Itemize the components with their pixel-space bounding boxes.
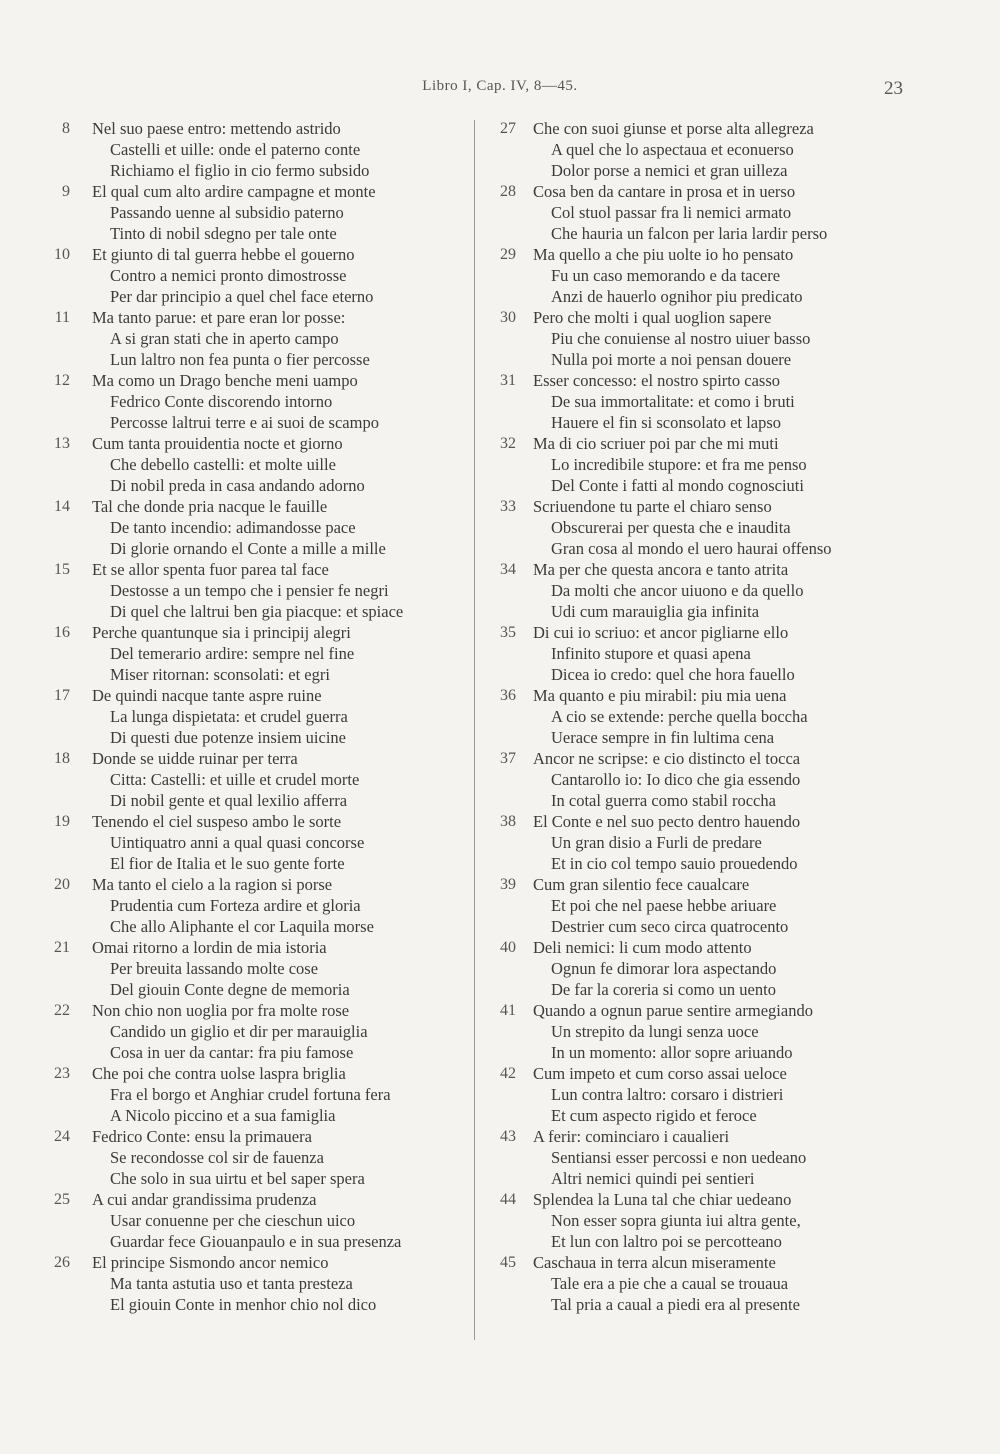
verse-line: De far la coreria si como un uento <box>551 980 776 999</box>
verse-line: Cosa in uer da cantar: fra piu famose <box>110 1043 354 1062</box>
stanza-number: 42 <box>500 1065 516 1082</box>
verse-line: Di cui io scriuo: et ancor pigliarne ello <box>533 623 789 642</box>
verse-line: Fedrico Conte: ensu la primauera <box>92 1127 312 1146</box>
stanza-number: 27 <box>500 120 516 137</box>
verse-line: Gran cosa al mondo el uero haurai offenso <box>551 539 832 558</box>
stanza-number: 32 <box>500 435 516 452</box>
verse-line: Ma tanto el cielo a la ragion si porse <box>92 875 333 894</box>
stanza <box>30 1063 480 1126</box>
stanza <box>30 118 480 181</box>
verse-line: Ma tanta astutia uso et tanta presteza <box>110 1274 353 1293</box>
stanza-number: 41 <box>500 1002 516 1019</box>
stanza <box>482 559 952 622</box>
stanza <box>30 937 480 1000</box>
verse-line: Guardar fece Giouanpaulo e in sua presenza <box>110 1232 402 1251</box>
stanza-number: 38 <box>500 813 516 830</box>
verse-line: Del giouin Conte degne de memoria <box>110 980 350 999</box>
verse-line: El fior de Italia et le suo gente forte <box>110 854 345 873</box>
stanza-lines <box>70 1000 480 1063</box>
verse-line: Dolor porse a nemici et gran uilleza <box>551 161 788 180</box>
stanza <box>30 181 480 244</box>
verse-line: Ma per che questa ancora e tanto atrita <box>533 560 789 579</box>
stanza-lines <box>70 496 480 559</box>
stanza-lines <box>70 118 480 181</box>
verse-line: Tenendo el ciel suspeso ambo le sorte <box>92 812 342 831</box>
verse-line: Hauere el fin si sconsolato et lapso <box>551 413 782 432</box>
stanza <box>482 685 952 748</box>
verse-line: Richiamo el figlio in cio fermo subsido <box>110 161 370 180</box>
stanza-lines <box>70 811 480 874</box>
verse-line: Donde se uidde ruinar per terra <box>92 749 298 768</box>
stanza-lines <box>516 622 952 685</box>
verse-line: Ma quello a che piu uolte io ho pensato <box>533 245 794 264</box>
stanza <box>30 1000 480 1063</box>
stanza-number: 18 <box>54 750 70 767</box>
verse-line: A cio se extende: perche quella boccha <box>551 707 808 726</box>
verse-line: Pero che molti i qual uoglion sapere <box>533 308 772 327</box>
stanza-number: 10 <box>54 246 70 263</box>
stanza <box>30 1189 480 1252</box>
stanza-lines <box>516 559 952 622</box>
stanza-lines <box>516 1000 952 1063</box>
stanza-lines <box>516 118 952 181</box>
verse-line: Ma quanto e piu mirabil: piu mia uena <box>533 686 787 705</box>
stanza-number: 9 <box>62 183 70 200</box>
verse-line: Fra el borgo et Anghiar crudel fortuna fera <box>110 1085 391 1104</box>
verse-line: El Conte e nel suo pecto dentro hauendo <box>533 812 801 831</box>
left-column <box>30 118 480 1315</box>
stanza <box>30 496 480 559</box>
verse-line: Anzi de hauerlo ognihor piu predicato <box>551 287 803 306</box>
stanza <box>482 1252 952 1315</box>
stanza-number: 45 <box>500 1254 516 1271</box>
stanza <box>30 622 480 685</box>
verse-line: Dicea io credo: quel che hora fauello <box>551 665 795 684</box>
stanza-number: 31 <box>500 372 516 389</box>
stanza <box>30 748 480 811</box>
stanza-lines <box>70 559 480 622</box>
stanza-lines <box>70 685 480 748</box>
stanza <box>30 685 480 748</box>
verse-line: Che solo in sua uirtu et bel saper spera <box>110 1169 365 1188</box>
stanza <box>30 244 480 307</box>
verse-line: Un gran disio a Furli de predare <box>551 833 762 852</box>
running-head: Libro I, Cap. IV, 8—45. <box>422 78 578 94</box>
verse-line: Lun laltro non fea punta o fier percosse <box>110 350 370 369</box>
verse-line: Lun contra laltro: corsaro i distrieri <box>551 1085 784 1104</box>
column-divider <box>474 120 475 1340</box>
verse-line: Omai ritorno a lordin de mia istoria <box>92 938 327 957</box>
stanza <box>482 181 952 244</box>
verse-line: Quando a ognun parue sentire armegiando <box>533 1001 813 1020</box>
verse-line: Esser concesso: el nostro spirto casso <box>533 371 780 390</box>
verse-line: Et in cio col tempo sauio prouedendo <box>551 854 798 873</box>
verse-line: In un momento: allor sopre ariuando <box>551 1043 793 1062</box>
stanza-number: 21 <box>54 939 70 956</box>
stanza-lines <box>516 748 952 811</box>
verse-line: Destrier cum seco circa quatrocento <box>551 917 789 936</box>
stanza <box>482 1189 952 1252</box>
stanza-lines <box>70 937 480 1000</box>
verse-line: Et se allor spenta fuor parea tal face <box>92 560 329 579</box>
stanza-number: 13 <box>54 435 70 452</box>
verse-line: Percosse laltrui terre e ai suoi de scampo <box>110 413 379 432</box>
stanza-lines <box>70 748 480 811</box>
verse-line: Tal pria a caual a piedi era al presente <box>551 1295 800 1314</box>
stanza-lines <box>516 685 952 748</box>
stanza-number: 28 <box>500 183 516 200</box>
stanza-lines <box>516 874 952 937</box>
verse-line: Ognun fe dimorar lora aspectando <box>551 959 777 978</box>
verse-line: Di quel che laltrui ben gia piacque: et spiace <box>110 602 404 621</box>
verse-line: Non chio non uoglia por fra molte rose <box>92 1001 350 1020</box>
verse-line: Ma tanto parue: et pare eran lor posse: <box>92 308 346 327</box>
verse-line: Col stuol passar fra li nemici armato <box>551 203 792 222</box>
verse-line: Di glorie ornando el Conte a mille a mille <box>110 539 386 558</box>
verse-line: Che con suoi giunse et porse alta allegreza <box>533 119 814 138</box>
verse-line: Se recondosse col sir de fauenza <box>110 1148 324 1167</box>
verse-line: Altri nemici quindi pei sentieri <box>551 1169 755 1188</box>
verse-line: Et poi che nel paese hebbe ariuare <box>551 896 777 915</box>
verse-line: Et giunto di tal guerra hebbe el gouerno <box>92 245 355 264</box>
stanza <box>30 811 480 874</box>
verse-line: Cosa ben da cantare in prosa et in uerso <box>533 182 796 201</box>
stanza <box>482 433 952 496</box>
verse-line: Cum impeto et cum corso assai ueloce <box>533 1064 787 1083</box>
stanza-number: 29 <box>500 246 516 263</box>
stanza-lines <box>70 244 480 307</box>
verse-line: Di nobil preda in casa andando adorno <box>110 476 365 495</box>
right-column <box>482 118 952 1315</box>
verse-line: La lunga dispietata: et crudel guerra <box>110 707 348 726</box>
verse-line: Uerace sempre in fin lultima cena <box>551 728 775 747</box>
stanza-lines <box>516 811 952 874</box>
stanza-lines <box>516 1252 952 1315</box>
verse-line: Cantarollo io: Io dico che gia essendo <box>551 770 801 789</box>
stanza-lines <box>516 1063 952 1126</box>
verse-line: Ancor ne scripse: e cio distincto el tocca <box>533 749 801 768</box>
verse-line: A quel che lo aspectaua et econuerso <box>551 140 794 159</box>
verse-line: De tanto incendio: adimandosse pace <box>110 518 356 537</box>
stanza-lines <box>70 1126 480 1189</box>
verse-line: Di nobil gente et qual lexilio afferra <box>110 791 348 810</box>
verse-line: Nel suo paese entro: mettendo astrido <box>92 119 341 138</box>
verse-line: De quindi nacque tante aspre ruine <box>92 686 322 705</box>
verse-line: Nulla poi morte a noi pensan douere <box>551 350 792 369</box>
stanza-number: 19 <box>54 813 70 830</box>
stanza-lines <box>70 307 480 370</box>
stanza-lines <box>516 937 952 1000</box>
stanza-number: 25 <box>54 1191 70 1208</box>
verse-line: Per dar principio a quel chel face eterno <box>110 287 374 306</box>
verse-line: A Nicolo piccino et a sua famiglia <box>110 1106 336 1125</box>
stanza-number: 23 <box>54 1065 70 1082</box>
verse-line: Ma di cio scriuer poi par che mi muti <box>533 434 779 453</box>
verse-line: A ferir: cominciaro i caualieri <box>533 1127 730 1146</box>
stanza-number: 30 <box>500 309 516 326</box>
verse-line: Udi cum marauiglia gia infinita <box>551 602 760 621</box>
stanza-lines <box>70 181 480 244</box>
stanza-lines <box>516 1189 952 1252</box>
stanza-lines <box>70 370 480 433</box>
verse-line: Obscurerai per questa che e inaudita <box>551 518 791 537</box>
verse-line: Piu che conuiense al nostro uiuer basso <box>551 329 811 348</box>
stanza <box>30 559 480 622</box>
verse-line: Passando uenne al subsidio paterno <box>110 203 344 222</box>
stanza <box>482 496 952 559</box>
stanza <box>482 874 952 937</box>
verse-line: Non esser sopra giunta iui altra gente, <box>551 1211 801 1230</box>
stanza-number: 43 <box>500 1128 516 1145</box>
stanza-number: 20 <box>54 876 70 893</box>
verse-line: El principe Sismondo ancor nemico <box>92 1253 329 1272</box>
stanza-number: 14 <box>54 498 70 515</box>
stanza <box>482 811 952 874</box>
stanza-number: 15 <box>54 561 70 578</box>
stanza-lines <box>516 433 952 496</box>
verse-line: Miser ritornan: sconsolati: et egri <box>110 665 330 684</box>
verse-line: In cotal guerra como stabil roccha <box>551 791 776 810</box>
stanza-number: 33 <box>500 498 516 515</box>
verse-line: Uintiquatro anni a qual quasi concorse <box>110 833 365 852</box>
stanza <box>482 307 952 370</box>
verse-line: Lo incredibile stupore: et fra me penso <box>551 455 807 474</box>
verse-line: Che allo Aliphante el cor Laquila morse <box>110 917 374 936</box>
verse-line: Cum tanta prouidentia nocte et giorno <box>92 434 343 453</box>
verse-line: Che hauria un falcon per laria lardir perso <box>551 224 828 243</box>
stanza <box>482 1000 952 1063</box>
stanza-number: 26 <box>54 1254 70 1271</box>
stanza-number: 12 <box>54 372 70 389</box>
stanza-lines <box>70 1189 480 1252</box>
verse-line: Tal che donde pria nacque le fauille <box>92 497 328 516</box>
verse-line: El giouin Conte in menhor chio nol dico <box>110 1295 377 1314</box>
verse-line: Sentiansi esser percossi e non uedeano <box>551 1148 807 1167</box>
stanza <box>30 433 480 496</box>
verse-line: Et cum aspecto rigido et feroce <box>551 1106 757 1125</box>
stanza-lines <box>70 433 480 496</box>
verse-line: Prudentia cum Forteza ardire et gloria <box>110 896 361 915</box>
verse-line: Splendea la Luna tal che chiar uedeano <box>533 1190 792 1209</box>
stanza <box>30 1252 480 1315</box>
stanza-number: 22 <box>54 1002 70 1019</box>
verse-line: Infinito stupore et quasi apena <box>551 644 751 663</box>
stanza <box>482 937 952 1000</box>
verse-line: Usar conuenne per che cieschun uico <box>110 1211 356 1230</box>
verse-line: Deli nemici: li cum modo attento <box>533 938 752 957</box>
stanza-number: 24 <box>54 1128 70 1145</box>
verse-line: Che debello castelli: et molte uille <box>110 455 336 474</box>
stanza <box>482 1126 952 1189</box>
verse-line: Ma como un Drago benche meni uampo <box>92 371 358 390</box>
stanza <box>482 1063 952 1126</box>
stanza <box>482 370 952 433</box>
verse-line: Perche quantunque sia i principij alegri <box>92 623 351 642</box>
verse-line: Contro a nemici pronto dimostrosse <box>110 266 347 285</box>
verse-line: Tale era a pie che a caual se trouaua <box>551 1274 789 1293</box>
verse-line: Fedrico Conte discorendo intorno <box>110 392 333 411</box>
verse-line: Caschaua in terra alcun miseramente <box>533 1253 776 1272</box>
verse-line: A si gran stati che in aperto campo <box>110 329 339 348</box>
stanza-lines <box>516 181 952 244</box>
verse-line: Candido un giglio et dir per marauiglia <box>110 1022 368 1041</box>
verse-line: Un strepito da lungi senza uoce <box>551 1022 759 1041</box>
stanza <box>482 118 952 181</box>
verse-line: Del Conte i fatti al mondo cognosciuti <box>551 476 804 495</box>
stanza-lines <box>70 874 480 937</box>
stanza <box>30 1126 480 1189</box>
verse-line: Tinto di nobil sdegno per tale onte <box>110 224 337 243</box>
verse-line: Del temerario ardire: sempre nel fine <box>110 644 355 663</box>
verse-line: Di questi due potenze insiem uicine <box>110 728 346 747</box>
verse-line: A cui andar grandissima prudenza <box>92 1190 317 1209</box>
stanza <box>482 622 952 685</box>
page-number: 23 <box>884 78 903 99</box>
stanza-lines <box>516 370 952 433</box>
stanza-number: 35 <box>500 624 516 641</box>
stanza-lines <box>516 1126 952 1189</box>
verse-line: Cum gran silentio fece caualcare <box>533 875 750 894</box>
verse-line: Da molti che ancor uiuono e da quello <box>551 581 804 600</box>
stanza-lines <box>516 307 952 370</box>
stanza-number: 8 <box>62 120 70 137</box>
stanza-number: 11 <box>54 309 70 326</box>
stanza-number: 37 <box>500 750 516 767</box>
verse-line: Castelli et uille: onde el paterno conte <box>110 140 361 159</box>
stanza <box>482 748 952 811</box>
verse-line: Che poi che contra uolse laspra briglia <box>92 1064 346 1083</box>
verse-line: Per breuita lassando molte cose <box>110 959 319 978</box>
stanza-number: 17 <box>54 687 70 704</box>
stanza-lines <box>70 1063 480 1126</box>
verse-line: De sua immortalitate: et como i bruti <box>551 392 795 411</box>
stanza-number: 44 <box>500 1191 516 1208</box>
verse-line: Et lun con laltro poi se percotteano <box>551 1232 782 1251</box>
stanza <box>30 307 480 370</box>
stanza-number: 39 <box>500 876 516 893</box>
stanza <box>30 370 480 433</box>
verse-line: Destosse a un tempo che i pensier fe negri <box>110 581 389 600</box>
stanza <box>30 874 480 937</box>
stanza-lines <box>516 244 952 307</box>
verse-line: Citta: Castelli: et uille et crudel morte <box>110 770 360 789</box>
stanza <box>482 244 952 307</box>
stanza-number: 16 <box>54 624 70 641</box>
stanza-number: 36 <box>500 687 516 704</box>
stanza-number: 34 <box>500 561 516 578</box>
verse-line: Scriuendone tu parte el chiaro senso <box>533 497 772 516</box>
verse-line: Fu un caso memorando e da tacere <box>551 266 781 285</box>
stanza-lines <box>70 1252 480 1315</box>
stanza-lines <box>70 622 480 685</box>
stanza-number: 40 <box>500 939 516 956</box>
verse-line: El qual cum alto ardire campagne et monte <box>92 182 376 201</box>
stanza-lines <box>516 496 952 559</box>
